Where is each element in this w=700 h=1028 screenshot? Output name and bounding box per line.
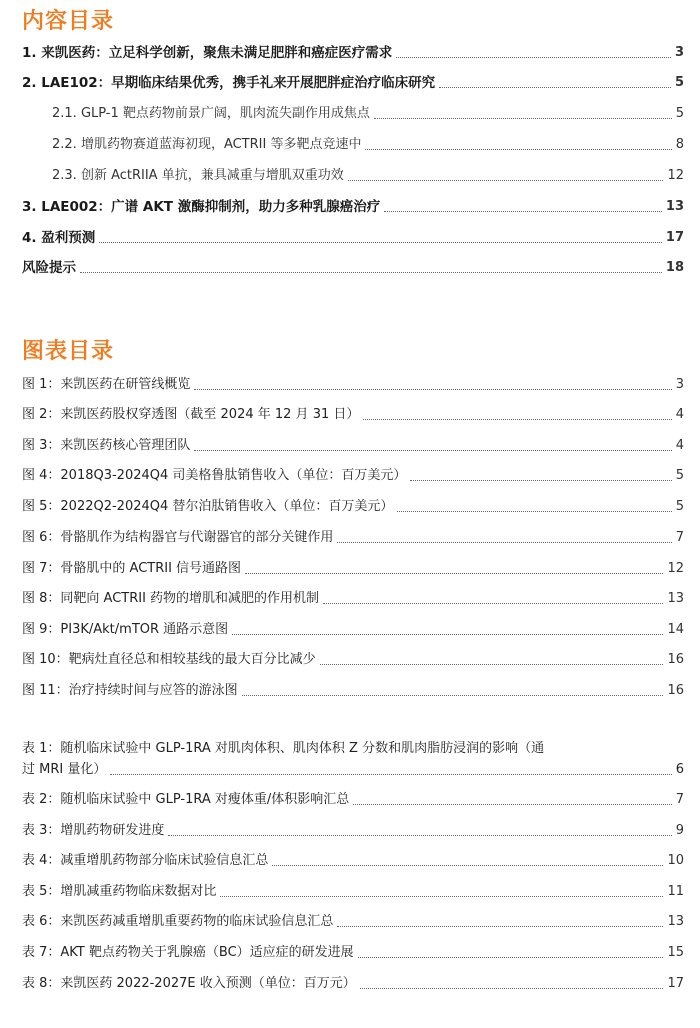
toc-title: 内容目录 [22, 9, 115, 34]
table-entry-page: 6 [675, 762, 684, 777]
figure-entry-label: 图 7：骨骼肌中的 ACTRII 信号通路图 [22, 561, 242, 576]
figures-title: 图表目录 [22, 339, 115, 364]
figure-entry-label: 图 2：来凯医药股权穿透图（截至 2024 年 12 月 31 日） [22, 407, 360, 422]
toc-entry-page: 8 [675, 137, 684, 152]
figure-entry-label: 图 11：治疗持续时间与应答的游泳图 [22, 683, 238, 698]
figure-entry-page: 7 [675, 530, 684, 545]
toc-entry-page: 3 [674, 45, 684, 60]
figure-entry-label: 图 8：同靶向 ACTRII 药物的增肌和减肥的作用机制 [22, 591, 320, 606]
figure-entry-page: 3 [675, 377, 684, 392]
figure-entry[interactable] [22, 376, 684, 394]
table-entry-page: 10 [667, 853, 684, 868]
leader-dots [337, 542, 671, 543]
table-entry[interactable] [22, 852, 684, 870]
toc-entry-page: 13 [665, 199, 684, 214]
leader-dots [374, 118, 672, 119]
table-entry[interactable] [22, 913, 684, 931]
toc-entry-label: 3. LAE002：广谱 AKT 激酶抑制剂，助力多种乳腺癌治疗 [22, 199, 381, 215]
table-entry-label: 表 3：增肌药物研发进度 [22, 823, 165, 838]
toc-entry[interactable] [22, 74, 684, 92]
table-entry-label: 表 7：AKT 靶点药物关于乳腺癌（BC）适应症的研发进展 [22, 945, 354, 960]
table-entry-label: 表 4：减重增肌药物部分临床试验信息汇总 [22, 853, 269, 868]
leader-dots [439, 87, 671, 88]
leader-dots [194, 450, 671, 451]
table-entry[interactable] [22, 883, 684, 901]
figure-entry-page: 4 [675, 407, 684, 422]
table-entry-page: 15 [667, 945, 684, 960]
leader-dots [410, 480, 671, 481]
toc-entry-label: 2.2. 增肌药物赛道蓝海初现，ACTRII 等多靶点竞速中 [52, 137, 362, 152]
toc-entry[interactable] [22, 198, 684, 216]
table-entry-page: 17 [667, 976, 684, 991]
figure-entry[interactable] [22, 529, 684, 547]
table-entry-label: 表 2：随机临床试验中 GLP-1RA 对瘦体重/体积影响汇总 [22, 792, 350, 807]
toc-entry-label: 2.1. GLP-1 靶点药物前景广阔，肌肉流失副作用成焦点 [52, 106, 370, 121]
table-entry-page: 11 [667, 884, 684, 899]
leader-dots [272, 865, 663, 866]
toc-entry-page: 18 [665, 260, 684, 275]
leader-dots [168, 835, 671, 836]
figure-entry-page: 5 [675, 499, 684, 514]
table-entry-label: 表 1：随机临床试验中 GLP-1RA 对肌肉体积、肌肉体积 Z 分数和肌肉脂肪浸润的影响（通 [22, 741, 545, 756]
table-entry-page: 9 [675, 823, 684, 838]
figure-entry[interactable] [22, 498, 684, 516]
leader-dots [365, 149, 671, 150]
figure-entry[interactable] [22, 560, 684, 578]
leader-dots [337, 926, 663, 927]
toc-entry-label: 2.3. 创新 ActRIIA 单抗，兼具减重与增肌双重功效 [52, 168, 344, 183]
leader-dots [397, 511, 671, 512]
table-entry-label: 表 6：来凯医药减重增肌重要药物的临床试验信息汇总 [22, 914, 334, 929]
toc-entry-page: 5 [675, 106, 684, 121]
toc-entry-label: 1. 来凯医药：立足科学创新，聚焦未满足肥胖和癌症医疗需求 [22, 45, 393, 61]
toc-subentry[interactable] [52, 167, 684, 185]
table-entry[interactable] [22, 791, 684, 809]
leader-dots [360, 988, 664, 989]
leader-dots [232, 634, 663, 635]
figure-entry[interactable] [22, 406, 684, 424]
leader-dots [363, 419, 671, 420]
leader-dots [242, 695, 664, 696]
figure-entry-page: 4 [675, 438, 684, 453]
toc-subentry[interactable] [52, 105, 684, 123]
figure-entry-page: 16 [667, 652, 684, 667]
toc-entry-label: 2. LAE102：早期临床结果优秀，携手礼来开展肥胖症治疗临床研究 [22, 75, 436, 91]
leader-dots [353, 804, 671, 805]
toc-entry-label: 风险提示 [22, 260, 76, 276]
toc-entry-page: 17 [665, 230, 684, 245]
figure-entry[interactable] [22, 621, 684, 639]
table-entry[interactable] [22, 944, 684, 962]
leader-dots [384, 211, 662, 212]
figure-entry[interactable] [22, 437, 684, 455]
figure-entry-page: 13 [667, 591, 684, 606]
figure-entry[interactable] [22, 682, 684, 700]
leader-dots [194, 389, 671, 390]
table-entry-label: 表 8：来凯医药 2022-2027E 收入预测（单位：百万元） [22, 976, 356, 991]
leader-dots [245, 573, 663, 574]
figure-entry-label: 图 9：PI3K/Akt/mTOR 通路示意图 [22, 622, 229, 637]
figure-entry[interactable] [22, 590, 684, 608]
table-entry[interactable] [22, 738, 684, 780]
leader-dots [320, 664, 664, 665]
figure-entry-label: 图 4：2018Q3-2024Q4 司美格鲁肽销售收入（单位：百万美元） [22, 468, 407, 483]
leader-dots [358, 957, 664, 958]
toc-entry-label: 4. 盈利预测 [22, 230, 96, 246]
table-entry[interactable] [22, 975, 684, 993]
figure-entry-label: 图 1：来凯医药在研管线概览 [22, 377, 191, 392]
table-entry-label-cont: 过 MRI 量化） [22, 762, 107, 777]
toc-entry[interactable] [22, 44, 684, 62]
leader-dots [323, 603, 663, 604]
figure-entry-page: 14 [667, 622, 684, 637]
leader-dots [110, 774, 671, 775]
toc-subentry[interactable] [52, 136, 684, 154]
leader-dots [348, 180, 664, 181]
figure-entry[interactable] [22, 467, 684, 485]
leader-dots [396, 57, 671, 58]
toc-entry-page: 5 [674, 75, 684, 90]
figure-entry-label: 图 6：骨骼肌作为结构器官与代谢器官的部分关键作用 [22, 530, 334, 545]
toc-entry[interactable] [22, 259, 684, 277]
figure-entry[interactable] [22, 651, 684, 669]
figure-entry-page: 16 [667, 683, 684, 698]
table-entry-page: 13 [667, 914, 684, 929]
toc-entry[interactable] [22, 229, 684, 247]
table-entry-page: 7 [675, 792, 684, 807]
table-entry[interactable] [22, 822, 684, 840]
leader-dots [220, 896, 663, 897]
leader-dots [99, 242, 662, 243]
figure-entry-page: 12 [667, 561, 684, 576]
leader-dots [80, 272, 662, 273]
figure-entry-label: 图 5：2022Q2-2024Q4 替尔泊肽销售收入（单位：百万美元） [22, 499, 394, 514]
toc-entry-page: 12 [667, 168, 684, 183]
figure-entry-label: 图 10：靶病灶直径总和相较基线的最大百分比减少 [22, 652, 316, 667]
figure-entry-page: 5 [675, 468, 684, 483]
figure-entry-label: 图 3：来凯医药核心管理团队 [22, 438, 191, 453]
table-entry-label: 表 5：增肌减重药物临床数据对比 [22, 884, 217, 899]
